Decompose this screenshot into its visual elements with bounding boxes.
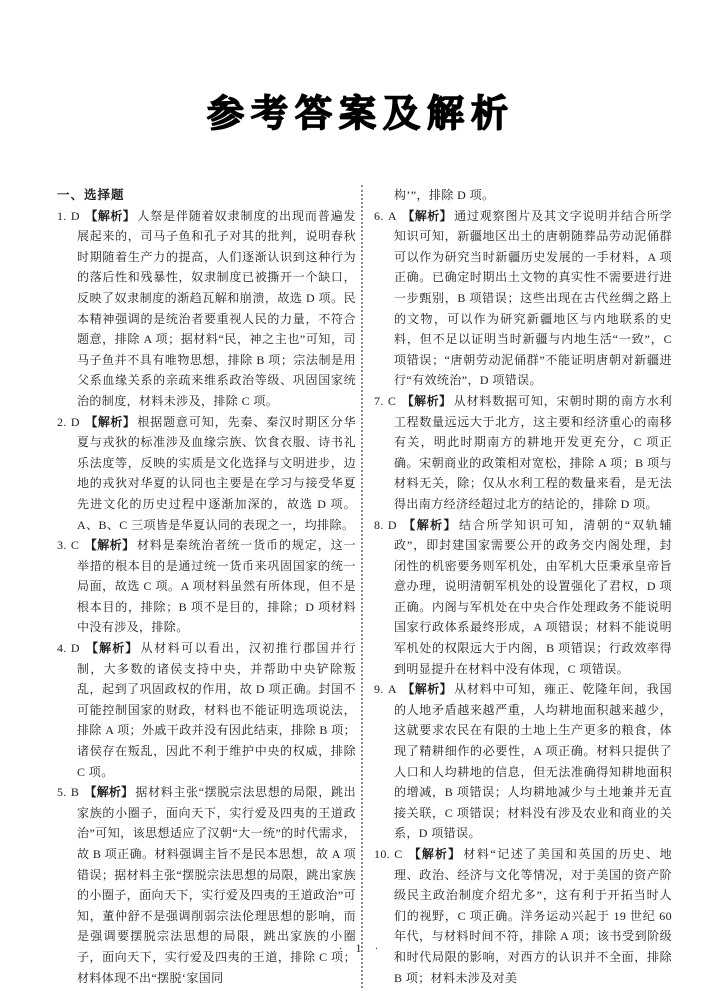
question-number: 5. — [57, 785, 67, 800]
analysis-label: 【解析】 — [84, 414, 136, 429]
answer-letter: D — [70, 208, 80, 223]
analysis-label: 【解析】 — [84, 785, 134, 800]
analysis-label: 【解析】 — [84, 641, 139, 656]
analysis-text: 结合所学知识可知，清朝的“双轨辅政”，即封建国家需要公开的政务交内阁处理，封闭性的机密要务则军机处，由军机大臣秉承皇帝旨意办理，说明清朝军机处的设置强化了君权，D 项正确。内阁与军机处在中央合作处理政务不能说明国家行政体系最终形成，A 项错误；材料不能说明军机处的权限远大于内阁，B 项错误；行政效率得到明显提升在材料中没有体现，C 项错误。 — [394, 517, 672, 676]
answer-item-10 — [374, 844, 672, 988]
answer-letter: D — [70, 641, 80, 656]
question-number: 1. — [57, 208, 67, 223]
analysis-text: 人祭是伴随着奴隶制度的出现而普遍发展起来的，司马子鱼和孔子对其的批判，说明春秋时期随着生产力的提高，人们逐渐认识到这种行为的落后性和残暴性，奴隶制度已被撕开一个缺口，反映了奴隶制度的渐趋瓦解和崩溃，故选 D 项。民本精神强调的是统治者要重视人民的力量，不符合题意，排除 A 项；据材料“民，神之主也”可知，司马子鱼并不具有唯物思想，排除 B 项；宗法制是用父系血缘关系的亲疏来维系政治等级、巩固国家统治的制度，材料未涉及，排除 C 项。 — [77, 208, 356, 408]
analysis-label: 【解析】 — [401, 682, 453, 697]
answer-letter: B — [70, 785, 80, 800]
answer-item-3 — [57, 535, 356, 638]
answer-letter: D — [70, 414, 80, 429]
analysis-text: 从材料可以看出，汉初推行郡国并行制，大多数的诸侯支持中央，并帮助中央铲除叛乱，起到了巩固政权的作用，故 D 项正确。封国不可能控制国家的财政，材料也不能证明选项说法，排除 A 项；外戚干政并没有因此结束，排除 B 项；诸侯存在叛乱，因此不利于维护中央的权威，排除 C 项。 — [77, 641, 356, 779]
answer-letter: C — [70, 538, 80, 553]
analysis-label: 【解析】 — [401, 208, 453, 223]
page-title: 参考答案及解析 — [207, 92, 515, 135]
answer-item-2 — [57, 412, 356, 536]
analysis-label: 【解析】 — [84, 208, 136, 223]
left-column — [57, 185, 356, 988]
answer-item-4 — [57, 638, 356, 782]
answer-item-5 — [57, 782, 356, 988]
answer-item-9 — [374, 679, 672, 844]
analysis-text: 根据题意可知，先秦、秦汉时期区分华夏与戎狄的标准涉及血缘宗族、饮食衣服、诗书礼乐法度等，反映的实质是文化选择与文明进步，边地的戎狄对华夏的认同也主要是在学习与接受华夏先进文化的历史过程中逐渐加深的，故选 D 项。A、B、C 三项皆是华夏认同的表现之一，均排除。 — [77, 414, 356, 532]
question-number: 3. — [57, 538, 67, 553]
question-number: 9. — [374, 682, 384, 697]
analysis-label: 【解析】 — [84, 538, 135, 553]
analysis-label: 【解析】 — [401, 517, 457, 532]
analysis-text: 材料“记述了美国和英国的历史、地理、政治、经济与文化等情况，对于美国的资产阶级民主政治制度介绍尤多”，这有利于开拓当时人们的视野，C 项正确。洋务运动兴起于 19 世纪 60 年代，与材料时间不符，排除 A 项；该书受到阶级和时代局限的影响，对西方的认识并不全面，排除 B 项；材料未涉及对美 — [394, 847, 672, 985]
analysis-text: 通过观察图片及其文字说明并结合所学知识可知，新疆地区出土的唐朝随葬品劳动泥俑群可以作为研究当时新疆历史发展的一手材料，A 项正确。已确定时期出土文物的真实性不需要进行进一步甄别，B 项错误；这些出现在古代丝绸之路上的文物，可以作为研究新疆地区与内地联系的史料，但不足以证明当时新疆与内地生活“一致”，C 项错误；“唐朝劳动泥俑群”不能证明唐朝对新疆进行“有效统治”，D 项错误。 — [394, 208, 672, 388]
answer-letter: A — [387, 208, 397, 223]
analysis-text: 从材料中可知，雍正、乾隆年间，我国的人地矛盾越来越严重，人均耕地面积越来越少，这就要求农民在有限的土地上生产更多的粮食，体现了精耕细作的必要性，A 项正确。材料只提供了人口和人均耕地的信息，但无法准确得知耕地面积的增减，B 项错误；人均耕地减少与土地兼并无直接关联，C 项错误；材料没有涉及农业和商业的关系，D 项错误。 — [394, 682, 672, 841]
question-number: 4. — [57, 641, 67, 656]
analysis-text: 材料是秦统治者统一货币的规定，这一举措的根本目的是通过统一货币来巩固国家的统一局面，故选 C 项。A 项材料虽然有所体现，但不是根本目的，排除；B 项不是目的，排除；D 项材料中没有涉及，排除。 — [77, 538, 356, 635]
answer-item-7 — [374, 391, 672, 515]
answer-key-content — [57, 185, 673, 988]
column-divider-dotted-rule — [361, 185, 363, 988]
page-number: · 1 · — [338, 941, 384, 955]
question-number: 8. — [374, 517, 384, 532]
answer-letter: A — [387, 682, 397, 697]
analysis-label: 【解析】 — [401, 393, 452, 408]
answer-item-6 — [374, 206, 672, 391]
answer-item-8 — [374, 515, 672, 680]
analysis-text: 从材料数据可知，宋朝时期的南方水利工程数量远远大于北方，这主要和经济重心的南移有关，明此时期南方的耕地开发更充分，C 项正确。宋朝商业的政策相对宽松，排除 A 项；B 项与材料无关，除；仅从水利工程的数量来看，是无法得出南方经济经超过北方的结论的，排除 D 项。 — [394, 393, 672, 511]
section-header: 一、选择题 — [57, 187, 125, 202]
answer-item-1 — [57, 206, 356, 412]
answer-letter: C — [387, 393, 397, 408]
answer-letter: D — [387, 517, 397, 532]
analysis-label: 【解析】 — [407, 847, 462, 861]
question-number: 2. — [57, 414, 67, 429]
question-number: 7. — [374, 393, 384, 408]
question-number: 10. — [374, 847, 391, 861]
item-5-continuation-text: 构’”，排除 D 项。 — [394, 188, 495, 202]
question-number: 6. — [374, 208, 384, 223]
answer-letter: C — [394, 847, 403, 861]
analysis-text: 据材料主张“摆脱宗法思想的局限，跳出家族的小圈子，面向天下，实行爱及四夷的王道政治”可知，该思想适应了汉朝“大一统”的时代需求，故 B 项正确。材料强调主旨不是民本思想，故 A 项错误；据材料主张“摆脱宗法思想的局限，跳出家族的小圈子，面向天下，实行爱及四夷的王道政治”可知，董仲舒不是强调削弱宗法伦理思想的影响，而是强调要摆脱宗法思想的局限，跳出家族的小圈子，面向天下，实行爱及四夷的王道，排除 C 项；材料体现不出“摆脱‘家国同 — [77, 785, 356, 985]
right-column — [374, 185, 672, 988]
